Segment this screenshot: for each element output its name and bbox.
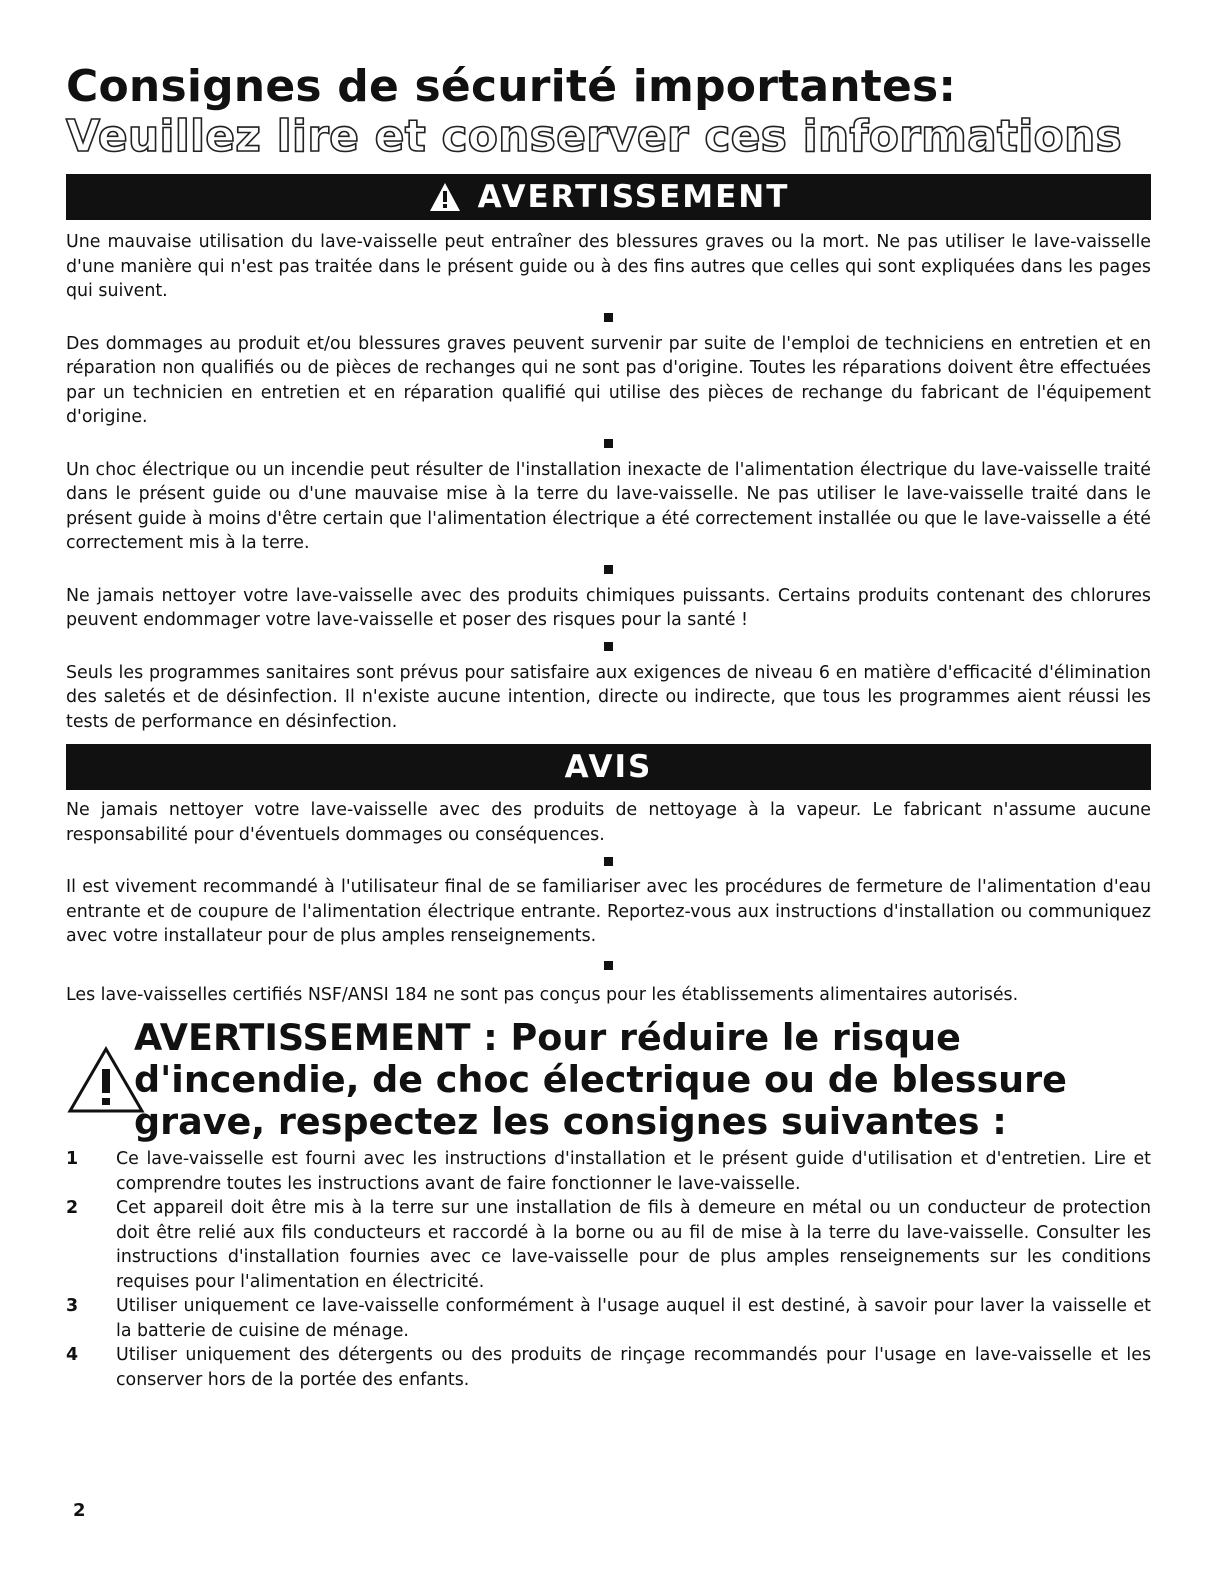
- title-secondary: Veuillez lire et conserver ces informations: [66, 111, 1122, 162]
- warning-paragraph: Une mauvaise utilisation du lave-vaisselle peut entraîner des blessures graves ou la mort. Ne pas utiliser le lave-vaisselle d'une manière qui n'est pas traitée dans le présent guide ou à des fins autres que celles qui sont expliquées dans les pages qui suivent.: [66, 232, 1151, 301]
- notice-paragraph: Il est vivement recommandé à l'utilisateur final de se familiariser avec les procédures de fermeture de l'alimentation d'eau entrante et de coupure de l'alimentation électrique entrante. Reportez-vous aux instructions d'installation ou communiquez avec votre installateur pour de plus amples renseignements.: [66, 877, 1151, 946]
- list-item: [66, 1294, 1151, 1343]
- list-item: [66, 1147, 1151, 1196]
- list-item: [66, 1343, 1151, 1392]
- page-number: 2: [73, 1500, 86, 1521]
- warning-banner: [66, 174, 1151, 220]
- warning-section: [66, 230, 1151, 734]
- section-heading: [66, 1017, 1151, 1143]
- warning-triangle-icon: [428, 181, 462, 213]
- item-number: 3: [66, 1296, 79, 1316]
- warning-banner-label: AVERTISSEMENT: [477, 179, 790, 215]
- notice-section: [66, 798, 1151, 1007]
- page-title: [66, 62, 1151, 162]
- warning-triangle-icon: [66, 1045, 146, 1115]
- item-text: Utiliser uniquement ce lave-vaisselle conformément à l'usage auquel il est destiné, à savoir pour laver la vaisselle et la batterie de cuisine de ménage.: [116, 1296, 1151, 1341]
- notice-paragraph: Les lave-vaisselles certifiés NSF/ANSI 184 ne sont pas conçus pour les établissements alimentaires autorisés.: [66, 984, 1019, 1005]
- separator-bullet: [66, 949, 1151, 983]
- title-primary: Consignes de sécurité importantes:: [66, 61, 957, 112]
- separator-bullet: [66, 430, 1151, 458]
- separator-bullet: [66, 847, 1151, 875]
- separator-bullet: [66, 304, 1151, 332]
- item-number: 4: [66, 1345, 79, 1365]
- item-text: Utiliser uniquement des détergents ou des produits de rinçage recommandés pour l'usage en lave-vaisselle et les conserver hors de la portée des enfants.: [116, 1345, 1151, 1390]
- warning-paragraph: Seuls les programmes sanitaires sont prévus pour satisfaire aux exigences de niveau 6 en matière d'efficacité d'élimination des saletés et de désinfection. Il n'existe aucune intention, directe ou indirecte, que tous les programmes aient réussi les tests de performance en désinfection.: [66, 662, 1151, 732]
- list-item: [66, 1196, 1151, 1294]
- warning-paragraph: Un choc électrique ou un incendie peut résulter de l'installation inexacte de l'alimentation électrique du lave-vaisselle traité dans le présent guide ou d'une mauvaise mise à la terre du lave-vaisselle. Ne pas utiliser le lave-vaisselle traité dans le présent guide à moins d'être certain que l'alimentation électrique a été correctement installée ou que le lave-vaisselle a été correctement mis à la terre.: [66, 459, 1151, 553]
- item-number: 1: [66, 1149, 79, 1169]
- separator-bullet: [66, 556, 1151, 584]
- warning-paragraph: Des dommages au produit et/ou blessures graves peuvent survenir par suite de l'emploi de techniciens en entretien et en réparation non qualifiés ou de pièces de rechanges qui ne sont pas d'origine. Toutes les réparations doivent être effectuées par un technicien en entretien et en réparation qualifié qui utilise des pièces de rechange du fabricant de l'équipement d'origine.: [66, 333, 1151, 427]
- document-page: [66, 62, 1151, 1392]
- warning-paragraph: Ne jamais nettoyer votre lave-vaisselle avec des produits chimiques puissants. Certains produits contenant des chlorures peuvent endommager votre lave-vaisselle et poser des risques pour la santé !: [66, 585, 1151, 630]
- notice-banner-label: AVIS: [564, 749, 653, 785]
- notice-banner: [66, 744, 1151, 790]
- section-heading-text: AVERTISSEMENT : Pour réduire le risque d'incendie, de choc électrique ou de blessure grave, respectez les consignes suivantes :: [134, 1016, 1067, 1143]
- separator-bullet: [66, 633, 1151, 661]
- item-number: 2: [66, 1198, 79, 1218]
- safety-list: [66, 1147, 1151, 1392]
- item-text: Cet appareil doit être mis à la terre sur une installation de fils à demeure en métal ou un conducteur de protection doit être relié aux fils conducteurs et raccordé à la borne ou au fil de mise à la terre du lave-vaisselle. Consulter les instructions d'installation fournies avec ce lave-vaisselle pour de plus amples renseignements sur les conditions requises pour l'alimentation en électricité.: [116, 1198, 1151, 1292]
- item-text: Ce lave-vaisselle est fourni avec les instructions d'installation et le présent guide d'utilisation et d'entretien. Lire et comprendre toutes les instructions avant de faire fonctionner le lave-vaisselle.: [116, 1149, 1151, 1194]
- notice-paragraph: Ne jamais nettoyer votre lave-vaisselle avec des produits de nettoyage à la vapeur. Le fabricant n'assume aucune responsabilité pour d'éventuels dommages ou conséquences.: [66, 800, 1151, 845]
